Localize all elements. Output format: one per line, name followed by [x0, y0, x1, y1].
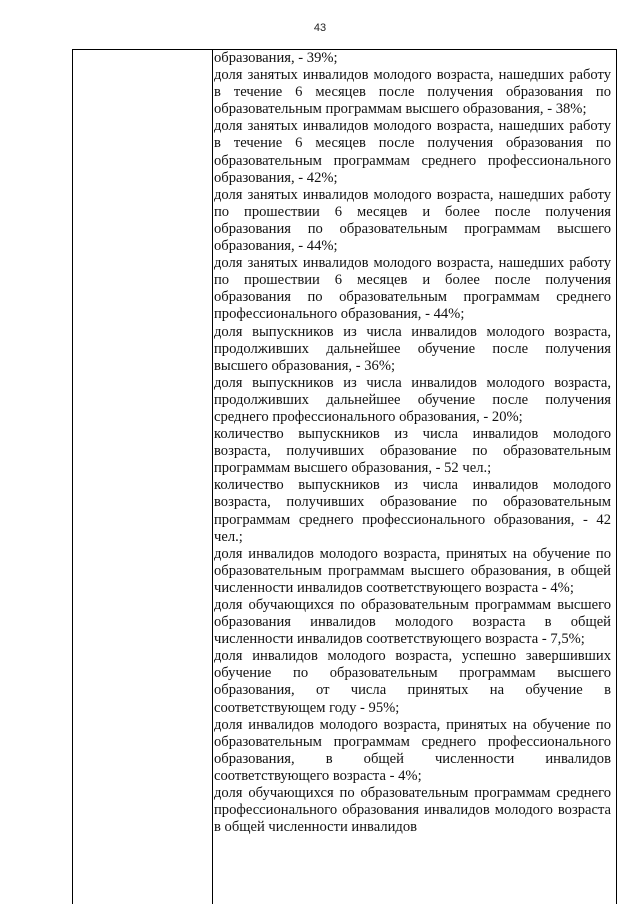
paragraph-7: доля выпускников из числа инвалидов молодого возраста, продолживших дальнейшее обучение после получения среднего профессионального образования, - 20%; [214, 374, 611, 425]
paragraph-13: доля инвалидов молодого возраста, принятых на обучение по образовательным программам среднего профессионального образования, в общей численности инвалидов соответствующего возраста - 4%; [214, 716, 611, 784]
paragraph-10: доля инвалидов молодого возраста, принятых на обучение по образовательным программам высшего образования, в общей численности инвалидов соответствующего возраста - 4%; [214, 545, 611, 596]
paragraph-4: доля занятых инвалидов молодого возраста, нашедших работу по прошествии 6 месяцев и более после получения образования по образовательным программам высшего образования, - 44%; [214, 186, 611, 255]
paragraph-14: доля обучающихся по образовательным программам среднего профессионального образования инвалидов молодого возраста в общей численности инвалидов [214, 785, 611, 836]
paragraph-6: доля выпускников из числа инвалидов молодого возраста, продолживших дальнейшее обучение после получения высшего образования, - 36%; [214, 323, 611, 374]
paragraph-8: количество выпускников из числа инвалидов молодого возраста, получивших образование по образовательным программам высшего образования, - 52 чел.; [214, 426, 611, 477]
page-number: 43 [313, 22, 327, 34]
paragraph-12: доля инвалидов молодого возраста, успешно завершивших обучение по образовательным программам высшего образования, от числа принятых на обучение в соответствующем году - 95%; [214, 648, 611, 716]
paragraph-9: количество выпускников из числа инвалидов молодого возраста, получивших образование по образовательным программам среднего профессионального образования, - 42 чел.; [214, 477, 611, 545]
paragraph-3: доля занятых инвалидов молодого возраста, нашедших работу в течение 6 месяцев после получения образования по образовательным программам среднего профессионального образования, - 42%; [214, 118, 611, 186]
paragraph-2: доля занятых инвалидов молодого возраста, нашедших работу в течение 6 месяцев после получения образования по образовательным программам высшего образования, - 38%; [214, 67, 611, 118]
paragraph-5: доля занятых инвалидов молодого возраста, нашедших работу по прошествии 6 месяцев и более после получения образования по образовательным программам среднего профессионального образования, - 44%; [214, 255, 611, 323]
document-table [72, 49, 617, 904]
table-right-cell [214, 50, 611, 904]
paragraph-1: образования, - 39%; [214, 50, 338, 66]
table-left-cell [73, 50, 213, 904]
paragraph-11: доля обучающихся по образовательным программам высшего образования инвалидов молодого возраста в общей численности инвалидов соответствующего возраста - 7,5%; [214, 597, 611, 648]
